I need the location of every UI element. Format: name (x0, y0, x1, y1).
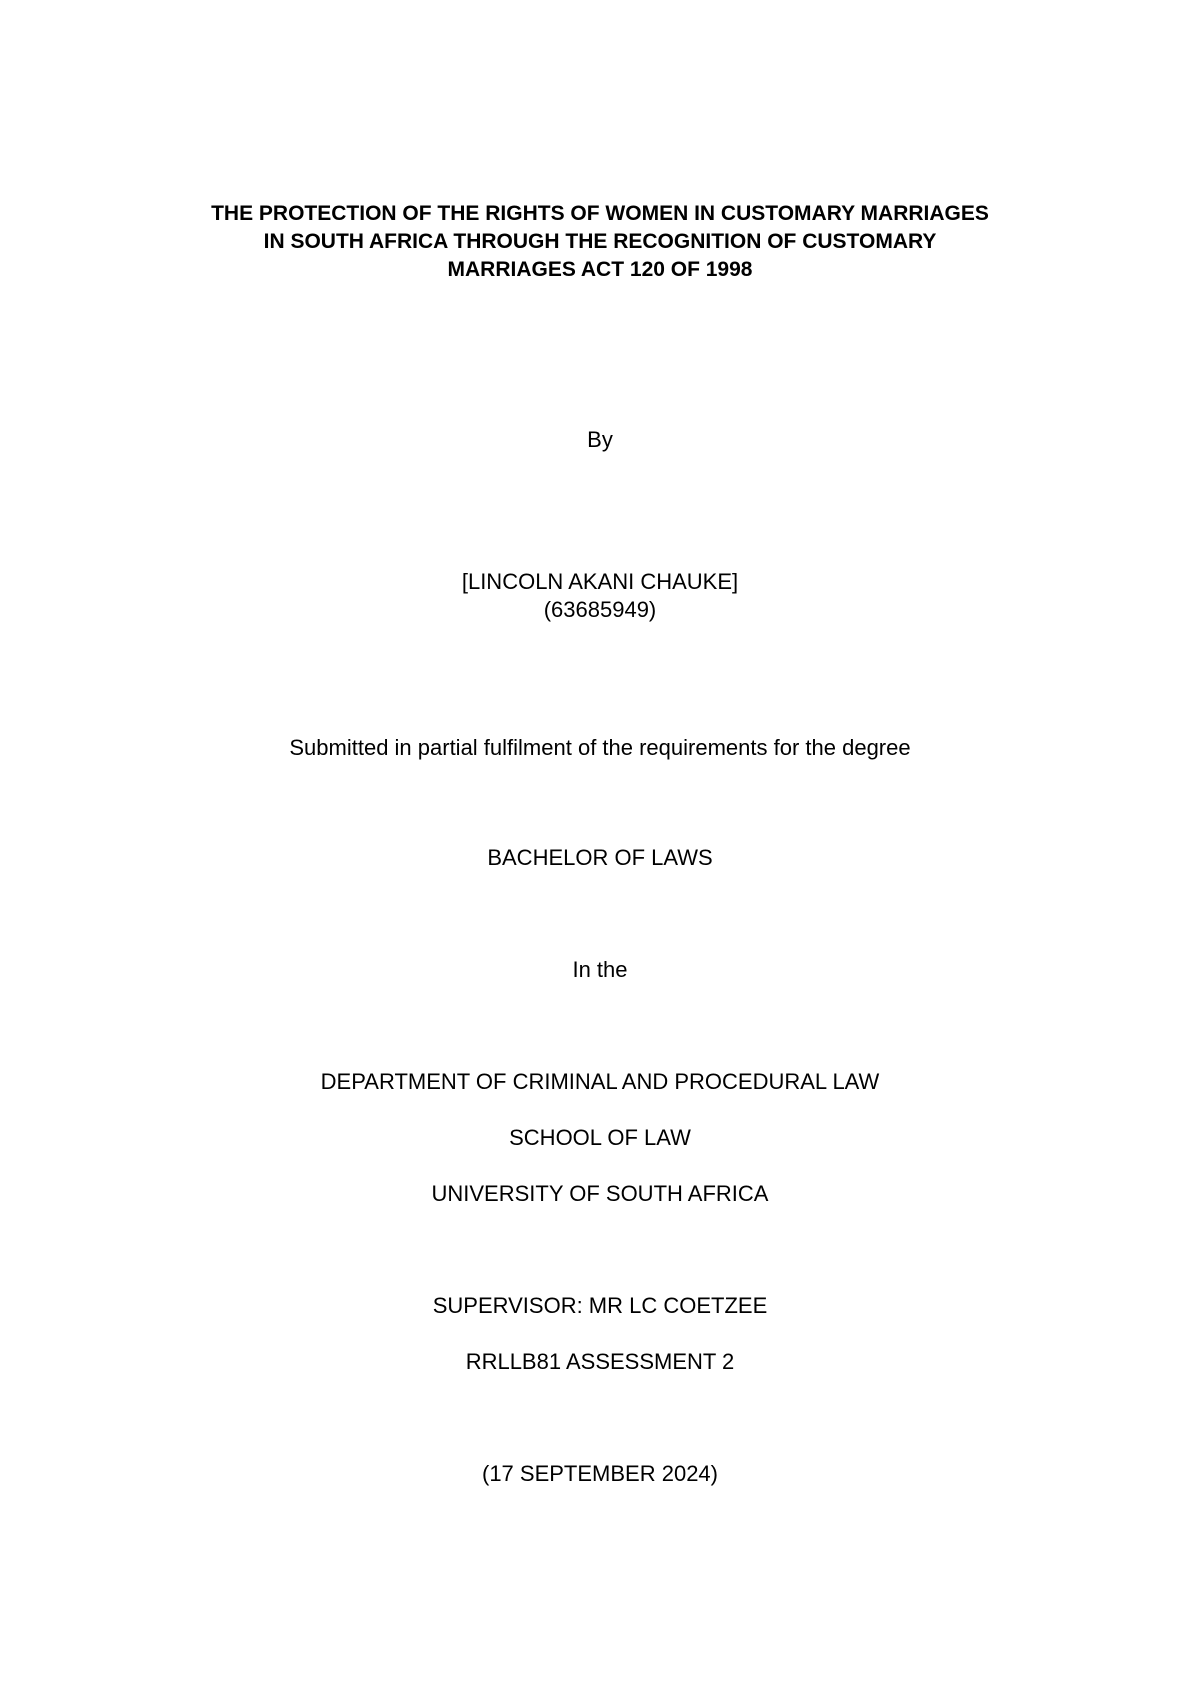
school-name: SCHOOL OF LAW (509, 1125, 691, 1150)
university-name: UNIVERSITY OF SOUTH AFRICA (431, 1181, 769, 1206)
submission-date: (17 SEPTEMBER 2024) (482, 1461, 718, 1486)
in-the-label: In the (572, 957, 628, 982)
author-name: [LINCOLN AKANI CHAUKE] (461, 569, 739, 594)
thesis-title (0, 200, 1200, 284)
title-line-1: THE PROTECTION OF THE RIGHTS OF WOMEN IN CUSTOMARY MARRIAGES (211, 202, 989, 225)
by-label: By (587, 427, 613, 452)
submission-statement: Submitted in partial fulfilment of the requirements for the degree (289, 735, 911, 760)
degree-name: BACHELOR OF LAWS (487, 845, 713, 870)
student-number: (63685949) (543, 597, 657, 622)
title-line-3: MARRIAGES ACT 120 OF 1998 (447, 258, 753, 281)
title-line-2: IN SOUTH AFRICA THROUGH THE RECOGNITION OF CUSTOMARY (263, 230, 937, 253)
assessment-code: RRLLB81 ASSESSMENT 2 (465, 1349, 735, 1374)
department-name: DEPARTMENT OF CRIMINAL AND PROCEDURAL LAW (320, 1069, 880, 1094)
supervisor-line: SUPERVISOR: MR LC COETZEE (432, 1293, 768, 1318)
